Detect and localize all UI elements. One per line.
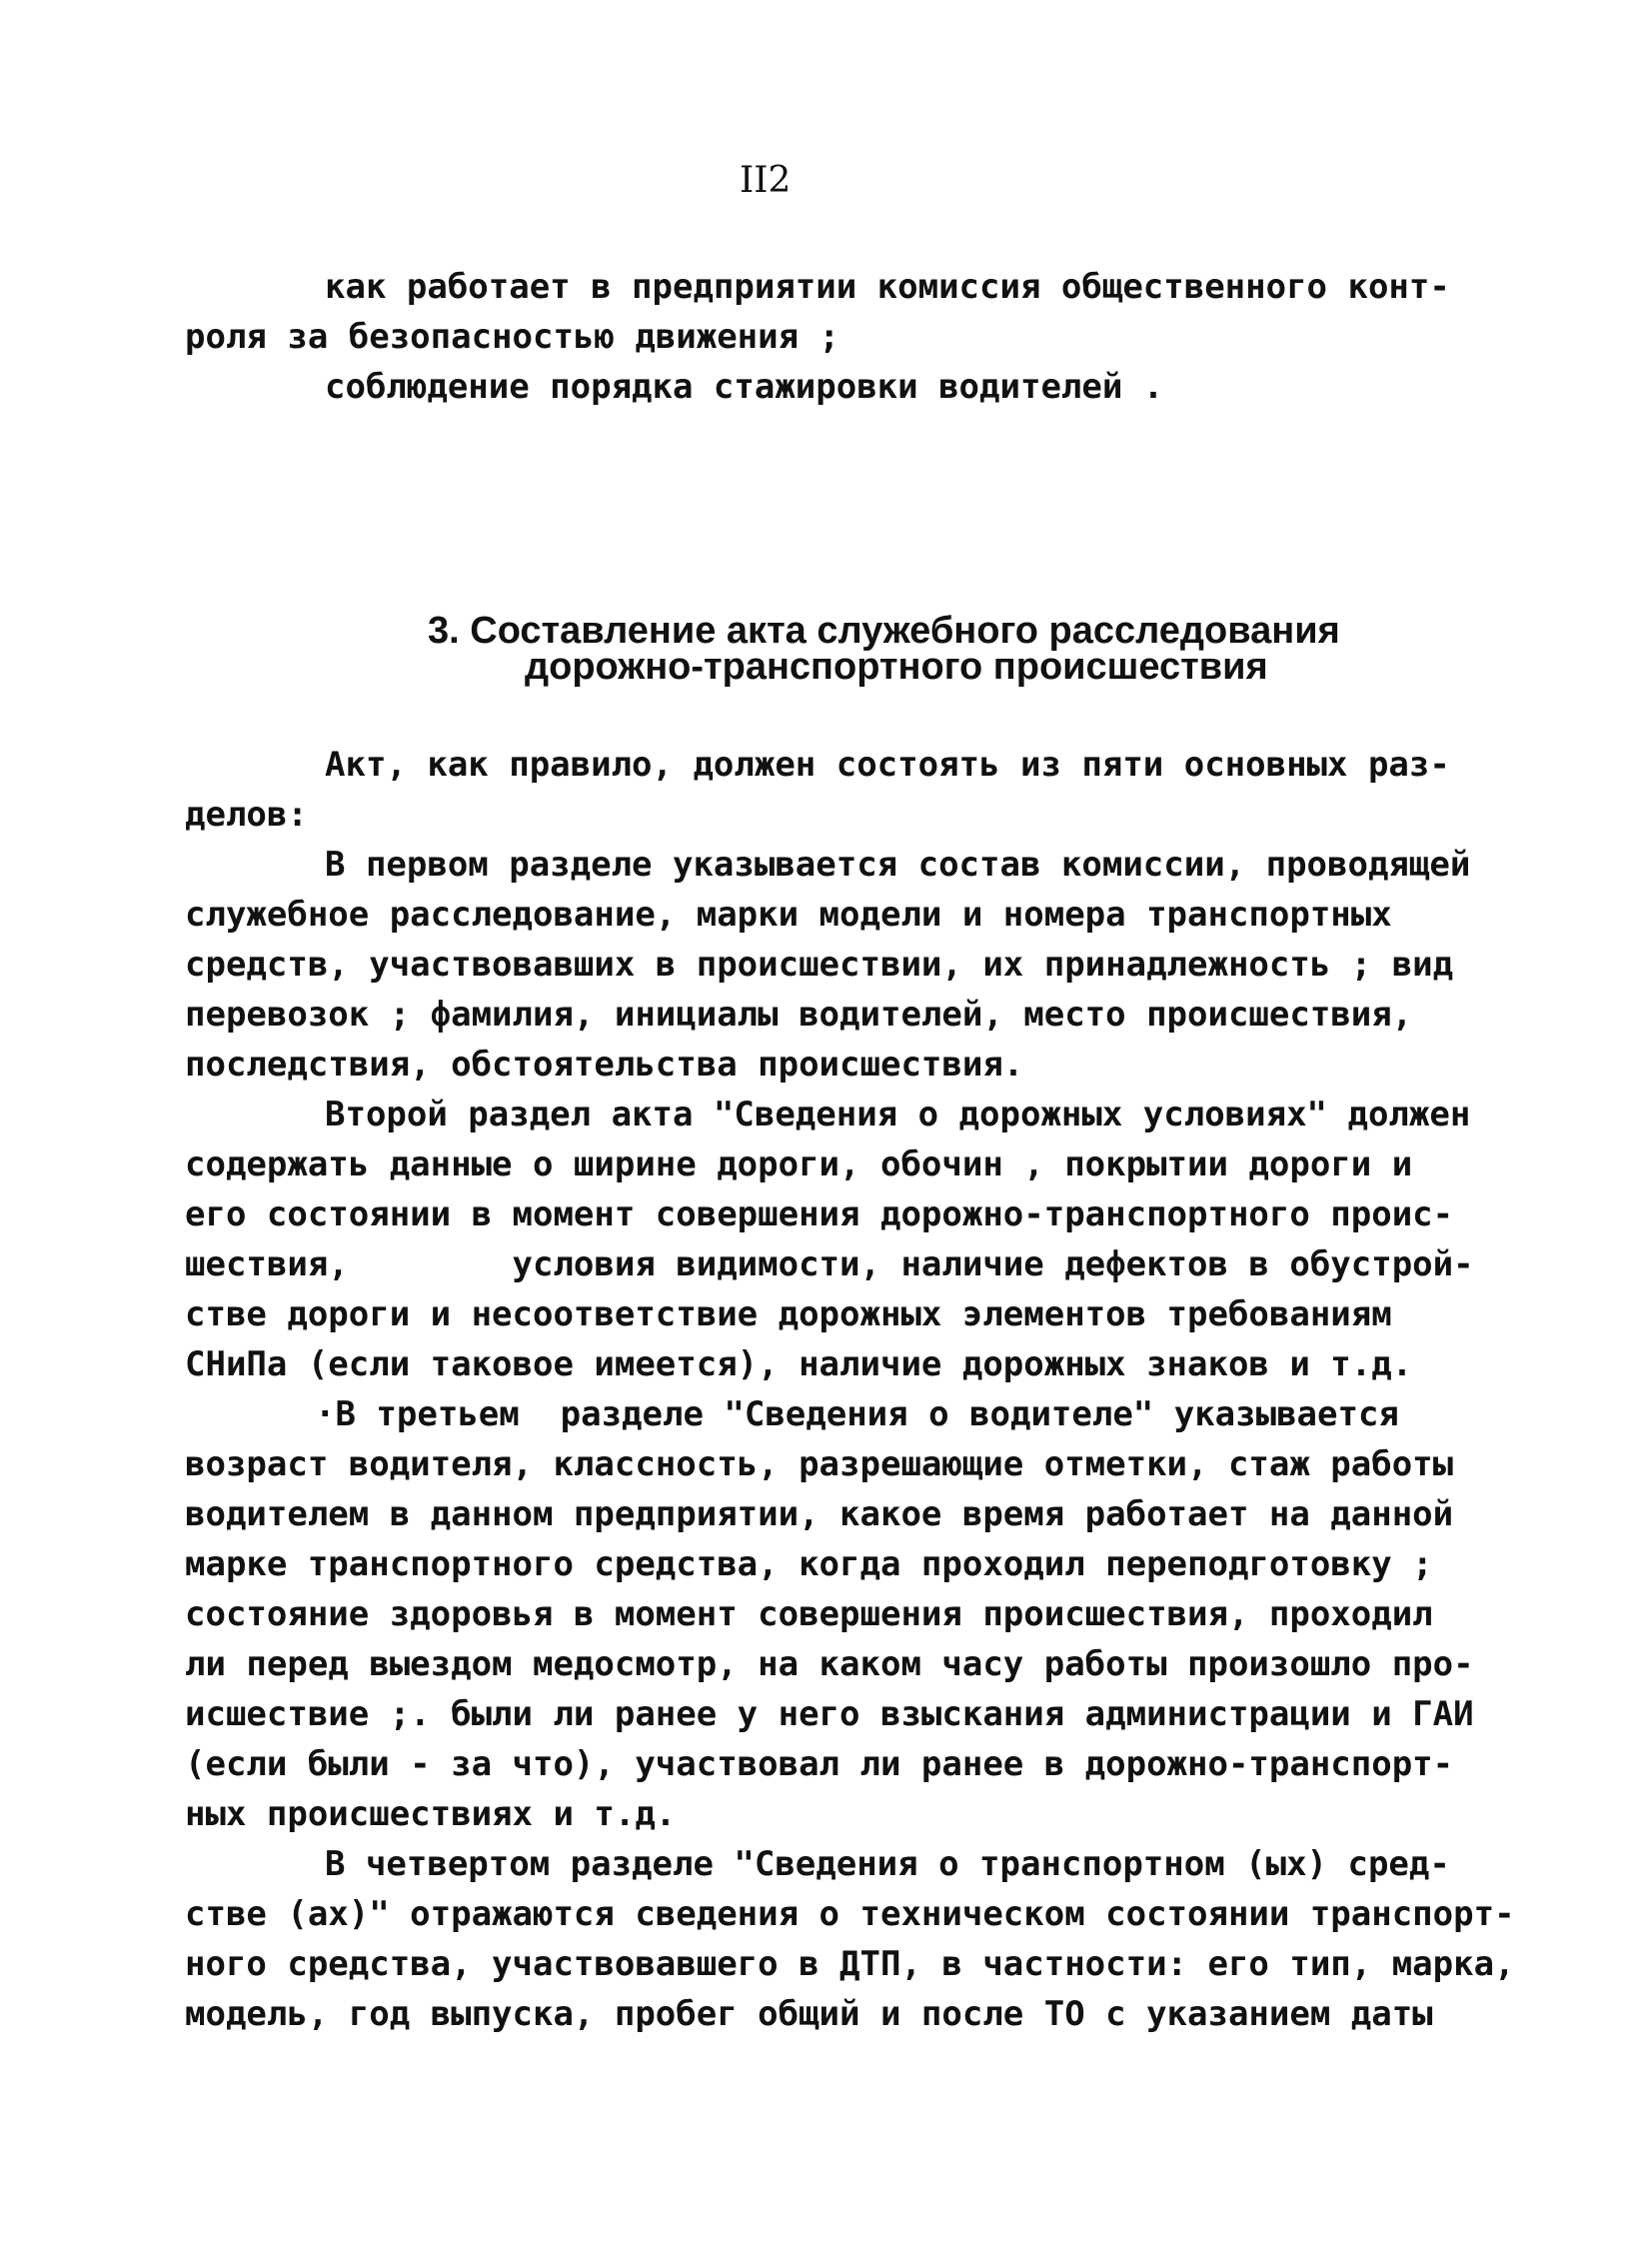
body-line: модель, год выпуска, пробег общий и после ТО с указанием даты — [185, 1994, 1433, 2034]
body-line: перевозок ; фамилия, инициалы водителей, место происшествия, — [185, 995, 1413, 1035]
body-line: марке транспортного средства, когда проходил переподготовку ; — [185, 1544, 1433, 1584]
intro-line: соблюдение порядка стажировки водителей . — [325, 367, 1164, 407]
body-line: шествия, условия видимости, наличие дефектов в обустрой- — [185, 1244, 1474, 1284]
page-number: II2 — [740, 160, 792, 201]
body-line: водителем в данном предприятии, какое время работает на данной — [185, 1494, 1454, 1534]
body-line: стве дороги и несоответствие дорожных элементов требованиям — [185, 1294, 1392, 1334]
body-line: средств, участвовавших в происшествии, их принадлежность ; вид — [185, 945, 1454, 985]
body-line: последствия, обстоятельства происшествия. — [185, 1045, 1024, 1085]
body-line: служебное расследование, марки модели и номера транспортных — [185, 895, 1392, 935]
body-line: ных происшествиях и т.д. — [185, 1794, 677, 1834]
intro-line: как работает в предприятии комиссия общественного конт- — [325, 267, 1450, 307]
body-line: делов: — [185, 795, 308, 835]
body-line: стве (ах)" отражаются сведения о техническом состоянии транспорт- — [185, 1894, 1515, 1934]
section-heading-line1: 3. Составление акта служебного расследования — [428, 610, 1340, 652]
body-line: возраст водителя, классность, разрешающие отметки, стаж работы — [185, 1444, 1454, 1484]
intro-line: роля за безопасностью движения ; — [185, 317, 840, 357]
body-line: Второй раздел акта "Сведения о дорожных условиях" должен — [325, 1095, 1471, 1134]
body-line: Акт, как правило, должен состоять из пяти основных раз- — [325, 745, 1450, 785]
body-line: ·В третьем разделе "Сведения о водителе" указывается — [315, 1394, 1399, 1434]
body-line: исшествие ;. были ли ранее у него взыскания администрации и ГАИ — [185, 1694, 1474, 1734]
body-line: СНиПа (если таковое имеется), наличие дорожных знаков и т.д. — [185, 1344, 1413, 1384]
body-line: содержать данные о ширине дороги, обочин , покрытии дороги и — [185, 1144, 1413, 1184]
body-line: состояние здоровья в момент совершения происшествия, проходил — [185, 1594, 1433, 1634]
section-heading-line2: дорожно-транспортного происшествия — [525, 646, 1268, 688]
body-line: ного средства, участвовавшего в ДТП, в частности: его тип, марка, — [185, 1944, 1515, 1984]
body-line: В первом разделе указывается состав комиссии, проводящей — [325, 845, 1471, 885]
body-line: ли перед выездом медосмотр, на каком часу работы произошло про- — [185, 1644, 1474, 1684]
body-line: В четвертом разделе "Сведения о транспортном (ых) сред- — [325, 1844, 1450, 1884]
body-line: его состоянии в момент совершения дорожно-транспортного проис- — [185, 1194, 1454, 1234]
body-line: (если были - за что), участвовал ли ранее в дорожно-транспорт- — [185, 1744, 1454, 1784]
